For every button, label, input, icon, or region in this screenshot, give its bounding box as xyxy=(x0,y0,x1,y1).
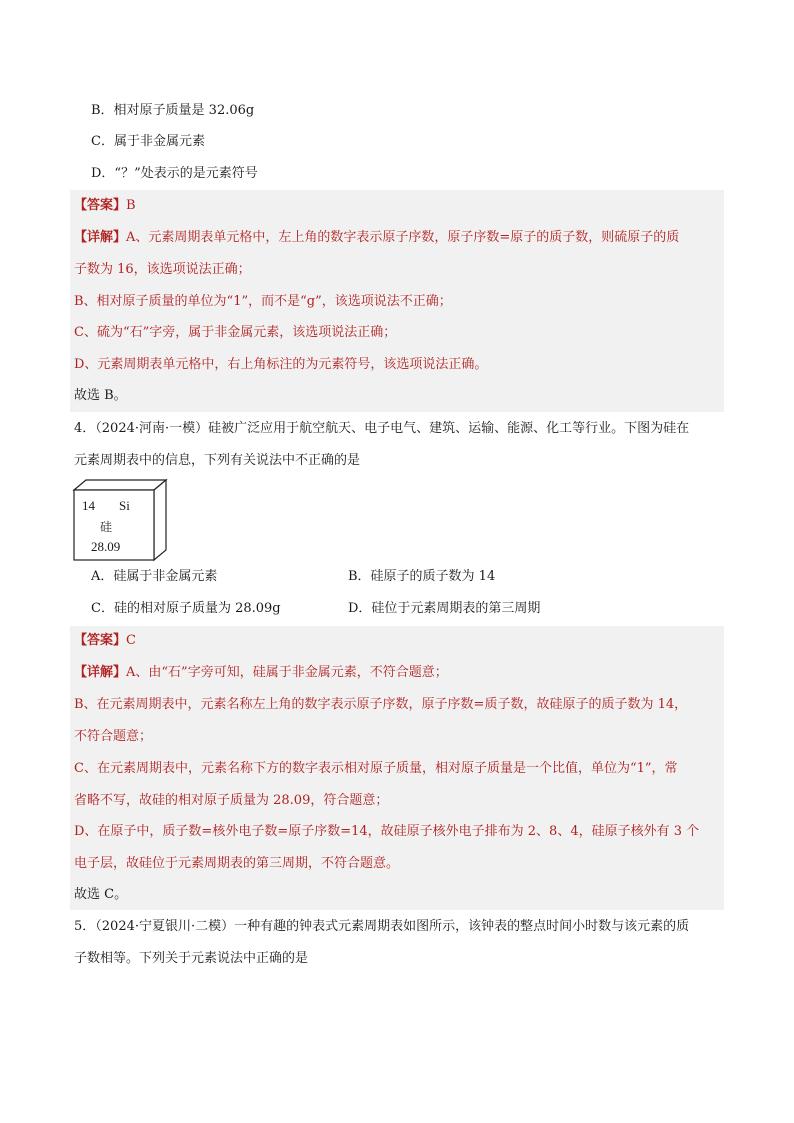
q4-stem-line-2: 元素周期表中的信息，下列有关说法中不正确的是 xyxy=(74,453,361,468)
cube-side-face xyxy=(154,480,166,560)
q4-option-c: C．硅的相对原子质量为 28.09g xyxy=(91,601,281,616)
q4-detail-line-6: D、在原子中，质子数=核外电子数=原子序数=14，故硅原子核外电子排布为 2、8、4，硅原子核外有 3 个 xyxy=(74,824,700,839)
q4-detail-line-3: 不符合题意； xyxy=(74,729,153,744)
element-symbol: Si xyxy=(119,498,130,513)
q3-detail-line-5: D、元素周期表单元格中，右上角标注的为元素符号，该选项说法正确。 xyxy=(74,357,488,372)
q5-stem-line-1: 5．（2024·宁夏银川·二模）一种有趣的钟表式元素周期表如图所示，该钟表的整点时间小时数与该元素的质 xyxy=(74,919,690,934)
q4-stem-line-1: 4．（2024·河南·一模）硅被广泛应用于航空航天、电子电气、建筑、运输、能源、化工等行业。下图为硅在 xyxy=(74,421,690,436)
answer-tag: 【答案】 xyxy=(74,198,127,213)
answer-tag: 【答案】 xyxy=(74,633,127,648)
q4-detail-line-7: 电子层，故硅位于元素周期表的第三周期，不符合题意。 xyxy=(74,856,400,871)
q4-detail-line-2: B、在元素周期表中，元素名称左上角的数字表示原子序数，原子序数=质子数，故硅原子的质子数为 14， xyxy=(74,697,688,712)
q5-stem-line-2: 子数相等。下列关于元素说法中正确的是 xyxy=(74,951,309,966)
silicon-element-cell xyxy=(72,478,170,562)
q4-answer xyxy=(74,631,136,651)
detail-text: A、由“石”字旁可知，硅属于非金属元素，不符合题意； xyxy=(126,665,448,680)
element-name: 硅 xyxy=(100,520,113,534)
atomic-mass: 28.09 xyxy=(91,539,121,554)
q4-detail-line-1 xyxy=(74,663,448,683)
q3-detail-line-3: B、相对原子质量的单位为“1”，而不是“g”，该选项说法不正确； xyxy=(74,294,452,309)
answer-value: B xyxy=(126,198,136,213)
answer-value: C xyxy=(126,633,136,648)
q3-conclusion: 故选 B。 xyxy=(74,388,127,403)
q4-option-d: D．硅位于元素周期表的第三周期 xyxy=(348,601,541,616)
q3-detail-line-1 xyxy=(74,228,679,248)
q3-option-d: D．“？”处表示的是元素符号 xyxy=(91,166,258,181)
q4-option-a: A．硅属于非金属元素 xyxy=(91,569,218,584)
q3-option-c: C．属于非金属元素 xyxy=(91,134,205,149)
cube-top-face xyxy=(74,480,166,490)
atomic-number: 14 xyxy=(82,498,95,513)
q4-detail-line-5: 省略不写，故硅的相对原子质量为 28.09，符合题意； xyxy=(74,793,389,808)
q3-detail-line-4: C、硫为“石”字旁，属于非金属元素，该选项说法正确； xyxy=(74,325,397,340)
q3-answer xyxy=(74,196,136,216)
q4-option-b: B．硅原子的质子数为 14 xyxy=(348,569,496,584)
detail-tag: 【详解】 xyxy=(74,230,127,245)
q3-detail-line-2: 子数为 16，该选项说法正确； xyxy=(74,262,251,277)
detail-text: A、元素周期表单元格中，左上角的数字表示原子序数，原子序数=原子的质子数，则硫原子的质 xyxy=(126,230,680,245)
q3-option-b: B．相对原子质量是 32.06g xyxy=(91,103,255,118)
q4-detail-line-4: C、在元素周期表中，元素名称下方的数字表示相对原子质量，相对原子质量是一个比值，单位为“1”，常 xyxy=(74,761,678,776)
detail-tag: 【详解】 xyxy=(74,665,127,680)
q4-conclusion: 故选 C。 xyxy=(74,887,128,902)
